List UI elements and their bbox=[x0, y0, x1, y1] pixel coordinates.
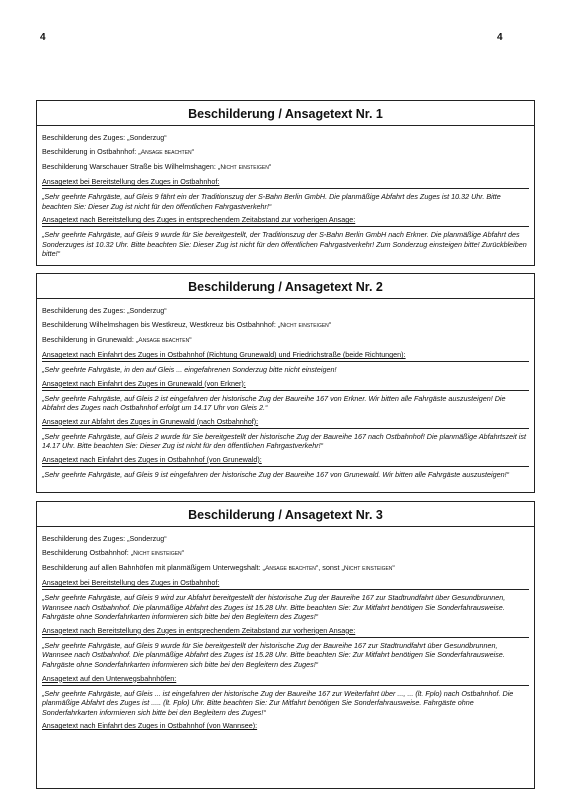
announcement-box-2 bbox=[36, 273, 535, 493]
announcement-text: „Sehr geehrte Fahrgäste, auf Gleis 9 ist eingefahren der historische Zug der Baureihe 167 von Grunewald. Wir bitten alle Fahrgäste auszusteigen!“ bbox=[42, 466, 529, 480]
section-heading: Ansagetext bei Bereitstellung des Zuges in Ostbahnhof: bbox=[42, 578, 220, 587]
section-heading: Ansagetext nach Bereitstellung des Zuges in entsprechendem Zeitabstand zur vorherigen Ansage: bbox=[42, 215, 356, 225]
signage-line: Beschilderung des Zuges: „Sonderzug“ bbox=[42, 306, 167, 315]
announcement-text: „Sehr geehrte Fahrgäste, auf Gleis 9 wurde für Sie bereitgestellt der historische Zug der Baureihe 167 zur Stadtrundfahrt über Gesundbrunnen, Wannsee nach Ostbahnhof. Die planmäßige Abfahrt des Zuges ist 15.28 Uhr. Bitte beachten Sie: Zur Mitfahrt benötigen Sie Sonderfahrausweise. Fahrgäste ohne Sonderfahrkarten informieren sich bitte bei den Begleitern des Zuges!“ bbox=[42, 637, 529, 670]
box-title: Beschilderung / Ansagetext Nr. 1 bbox=[37, 101, 534, 126]
box-title: Beschilderung / Ansagetext Nr. 3 bbox=[37, 502, 534, 527]
section-heading: Ansagetext nach Einfahrt des Zuges in Ostbahnhof (Richtung Grunewald) und Friedrichstraße (beide Richtungen): bbox=[42, 350, 406, 359]
signage-line: Beschilderung Ostbahnhof: „Nicht einsteigen“ bbox=[42, 548, 185, 557]
page-number-left: 4 bbox=[40, 32, 46, 43]
announcement-text: „Sehr geehrte Fahrgäste, auf Gleis 2 ist eingefahren der historische Zug der Baureihe 167 von Erkner. Wir bitten alle Fahrgäste auszusteigen! Die Abfahrt des Zuges nach Ostbahnhof erfolgt um 14.17 Uhr von Gleis 2.“ bbox=[42, 390, 529, 413]
section-heading: Ansagetext nach Einfahrt des Zuges in Ostbahnhof (von Wannsee): bbox=[42, 721, 258, 731]
signage-line: Beschilderung in Grunewald: „Ansage beachten“ bbox=[42, 335, 192, 344]
section-heading: Ansagetext bei Bereitstellung des Zuges in Ostbahnhof: bbox=[42, 177, 220, 186]
announcement-text: „Sehr geehrte Fahrgäste, auf Gleis 9 fährt ein der Traditionszug der S-Bahn Berlin GmbH. Die planmäßige Abfahrt des Zuges ist 10.32 Uhr. Bitte beachten Sie: Dieser Zug ist nicht für den öffentlichen Fahrgastverkehr!“ bbox=[42, 188, 529, 211]
box-title: Beschilderung / Ansagetext Nr. 2 bbox=[37, 274, 534, 299]
signage-line: Beschilderung des Zuges: „Sonderzug“ bbox=[42, 534, 167, 543]
signage-line: Beschilderung Warschauer Straße bis Wilhelmshagen: „Nicht einsteigen“ bbox=[42, 162, 272, 171]
section-heading: Ansagetext nach Einfahrt des Zuges in Ostbahnhof (von Grunewald): bbox=[42, 454, 262, 464]
announcement-box-1 bbox=[36, 100, 535, 266]
announcement-text: „Sehr geehrte Fahrgäste, auf Gleis 2 wurde für Sie bereitgestellt der historische Zug der Baureihe 167 nach Ostbahnhof! Die planmäßige Abfahrtszeit ist 14.17 Uhr. Bitte beachten Sie: Dieser Zug ist nicht für den öffentlichen Fahrgastverkehr!“ bbox=[42, 428, 529, 451]
section-heading: Ansagetext zur Abfahrt des Zuges in Grunewald (nach Ostbahnhof): bbox=[42, 416, 259, 426]
section-heading: Ansagetext nach Bereitstellung des Zuges in entsprechendem Zeitabstand zur vorherigen Ansage: bbox=[42, 625, 356, 635]
section-heading: Ansagetext auf den Unterwegsbahnhöfen: bbox=[42, 673, 177, 683]
announcement-text: „Sehr geehrte Fahrgäste, auf Gleis ... ist eingefahren der historische Zug der Baureihe 167 zur Weiterfahrt über ..., ... (lt. Fplo) nach Ostbahnhof. Die planmäßige Abfahrt des Zuges ist ..... (lt. Fplo) Uhr. Bitte beachten Sie: Zur Mitfahrt benötigen Sie Sonderfahrausweise. Fahrgäste ohne Sonderfahrkarten informieren sich bitte bei den Begleitern des Zuges!“ bbox=[42, 685, 529, 718]
announcement-text: „Sehr geehrte Fahrgäste, auf Gleis 9 wurde für Sie bereitgestellt, der Traditionszug der S-Bahn Berlin GmbH nach Erkner. Die planmäßige Abfahrt des Sonderzuges ist 10.32 Uhr. Bitte beachten Sie: Dieser Zug ist nicht für den öffentlichen Fahrgastverkehr! Zum Sonderzug einsteigen bitte! Zurückbleiben bitte!“ bbox=[42, 226, 529, 259]
announcement-text: „Sehr geehrte Fahrgäste, in den auf Gleis ... eingefahrenen Sonderzug bitte nicht einsteigen! bbox=[42, 361, 529, 375]
announcement-box-3 bbox=[36, 501, 535, 789]
page-number-right: 4 bbox=[497, 32, 503, 43]
signage-line: Beschilderung in Ostbahnhof: „Ansage beachten“ bbox=[42, 147, 195, 156]
signage-line: Beschilderung Wilhelmshagen bis Westkreuz, Westkreuz bis Ostbahnhof: „Nicht einsteigen“ bbox=[42, 320, 332, 329]
signage-line: Beschilderung auf allen Bahnhöfen mit planmäßigem Unterwegshalt: „Ansage beachten“, sonst „Nicht einsteigen“ bbox=[42, 563, 395, 572]
section-heading: Ansagetext nach Einfahrt des Zuges in Grunewald (von Erkner): bbox=[42, 378, 246, 388]
signage-line: Beschilderung des Zuges: „Sonderzug“ bbox=[42, 133, 167, 142]
announcement-text: „Sehr geehrte Fahrgäste, auf Gleis 9 wird zur Abfahrt bereitgestellt der historische Zug der Baureihe 167 zur Stadtrundfahrt über Gesundbrunnen, Wannsee nach Ostbahnhof. Die planmäßige Abfahrt des Zuges ist 15.28 Uhr. Bitte beachten Sie: Zur Mitfahrt benötigen Sie Sonderfahrausweise. Fahrgäste ohne Sonderfahrkarten informieren sich bitte bei den Begleitern des Zuges!“ bbox=[42, 589, 529, 622]
